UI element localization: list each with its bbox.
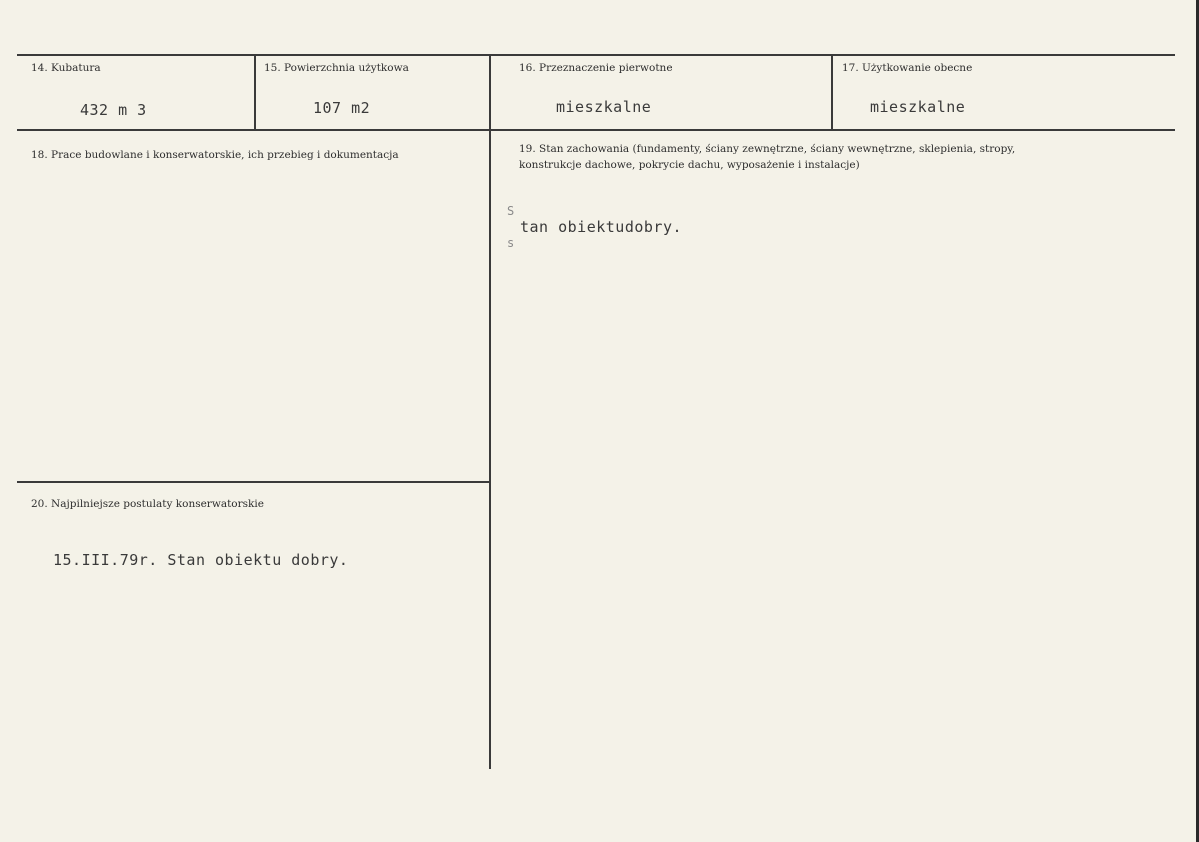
stan-mark-bottom: s <box>507 236 515 250</box>
divider-14-15 <box>254 54 256 129</box>
postulaty-value: 15.III.79r. Stan obiektu dobry. <box>53 551 349 569</box>
postulaty-label: 20. Najpilniejsze postulaty konserwatorskie <box>31 498 264 510</box>
prace-label: 18. Prace budowlane i konserwatorskie, ich przebieg i dokumentacja <box>31 149 399 161</box>
kubatura-value: 432 m 3 <box>80 101 147 119</box>
przeznaczenie-label: 16. Przeznaczenie pierwotne <box>519 62 673 74</box>
uzytkowanie-value: mieszkalne <box>870 98 966 116</box>
powierzchnia-value: 107 m2 <box>313 99 371 117</box>
uzytkowanie-label: 17. Użytkowanie obecne <box>842 62 973 74</box>
divider-main <box>489 54 491 769</box>
stan-label-line2: konstrukcje dachowe, pokrycie dachu, wyposażenie i instalacje) <box>519 159 860 171</box>
left-column-split-rule <box>17 481 490 483</box>
stan-mark-top: S <box>507 204 515 218</box>
przeznaczenie-value: mieszkalne <box>556 98 652 116</box>
divider-16-17 <box>831 54 833 129</box>
stan-label-line1: 19. Stan zachowania (fundamenty, ściany zewnętrzne, ściany wewnętrzne, sklepienia, stropy, <box>519 143 1016 155</box>
kubatura-label: 14. Kubatura <box>31 62 101 74</box>
header-row-rule <box>17 129 1175 131</box>
powierzchnia-label: 15. Powierzchnia użytkowa <box>264 62 409 74</box>
stan-value: tan obiektudobry. <box>520 218 683 236</box>
top-rule <box>17 54 1175 56</box>
